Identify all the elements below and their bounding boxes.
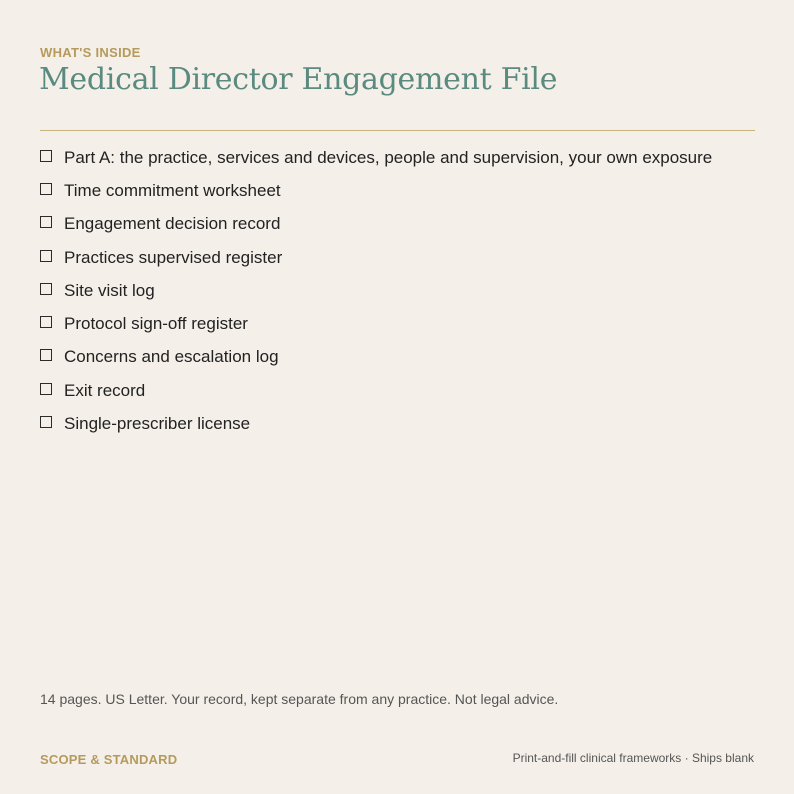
checklist-item-label: Single-prescriber license [64, 414, 251, 434]
checkbox-icon[interactable] [40, 416, 52, 428]
checkbox-icon[interactable] [40, 183, 52, 195]
contents-checklist [40, 141, 712, 441]
checklist-item-label: Time commitment worksheet [64, 180, 281, 200]
checkbox-icon[interactable] [40, 250, 52, 262]
document-note: 14 pages. US Letter. Your record, kept separate from any practice. Not legal advice. [40, 691, 559, 707]
checklist-item-label: Exit record [64, 380, 146, 400]
checklist-item-label: Protocol sign-off register [64, 314, 248, 334]
checklist-item-label: Practices supervised register [64, 247, 283, 267]
divider [40, 130, 755, 131]
checklist-item-label: Part A: the practice, services and devices, people and supervision, your own exposure [64, 147, 713, 167]
eyebrow-label: WHAT'S INSIDE [40, 45, 141, 60]
checklist-item [40, 307, 712, 340]
tagline: Print-and-fill clinical frameworks · Ships blank [512, 751, 754, 765]
brand-name: SCOPE & STANDARD [40, 752, 178, 767]
checklist-item [40, 341, 712, 374]
checkbox-icon[interactable] [40, 383, 52, 395]
checklist-item [40, 208, 712, 241]
checklist-item [40, 274, 712, 307]
checkbox-icon[interactable] [40, 216, 52, 228]
checkbox-icon[interactable] [40, 283, 52, 295]
checklist-item [40, 241, 712, 274]
checkbox-icon[interactable] [40, 316, 52, 328]
checklist-item-label: Concerns and escalation log [64, 347, 279, 367]
checkbox-icon[interactable] [40, 349, 52, 361]
checklist-item [40, 374, 712, 407]
checklist-item-label: Site visit log [64, 280, 155, 300]
checklist-item [40, 174, 712, 207]
page-title: Medical Director Engagement File [39, 62, 558, 97]
checkbox-icon[interactable] [40, 150, 52, 162]
checklist-item [40, 407, 712, 440]
checklist-item-label: Engagement decision record [64, 214, 281, 234]
checklist-item [40, 141, 712, 174]
